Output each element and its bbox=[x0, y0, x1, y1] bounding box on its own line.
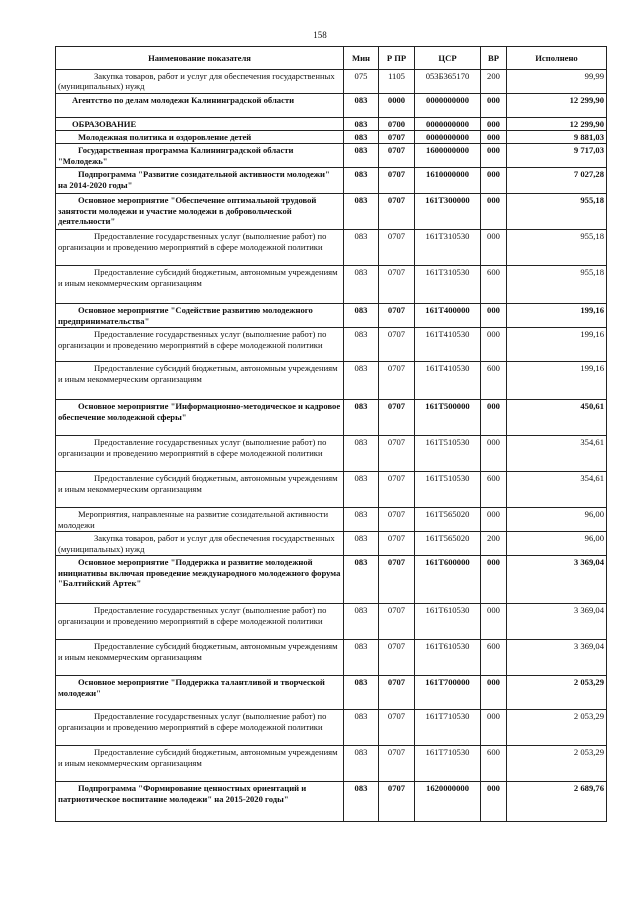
row-name: Предоставление субсидий бюджетным, автономным учреждениям и иным некоммерческим организациям bbox=[56, 266, 344, 304]
row-name: Государственная программа Калининградской области "Молодежь" bbox=[56, 144, 344, 168]
row-rpr: 0707 bbox=[379, 130, 415, 143]
row-vr: 000 bbox=[481, 436, 507, 472]
header-vr: ВР bbox=[481, 47, 507, 70]
row-rpr: 0707 bbox=[379, 676, 415, 710]
table-row bbox=[56, 436, 607, 472]
row-executed: 955,18 bbox=[507, 230, 607, 266]
row-rpr: 0707 bbox=[379, 508, 415, 532]
row-rpr: 0707 bbox=[379, 556, 415, 604]
row-csr: 161Т510530 bbox=[415, 472, 481, 508]
row-csr: 161Т700000 bbox=[415, 676, 481, 710]
row-min: 083 bbox=[344, 508, 379, 532]
table-row bbox=[56, 362, 607, 400]
row-vr: 000 bbox=[481, 93, 507, 117]
row-min: 083 bbox=[344, 640, 379, 676]
row-name: Предоставление государственных услуг (выполнение работ) по организации и проведению мероприятий в сфере молодежной политики bbox=[56, 710, 344, 746]
row-executed: 7 027,28 bbox=[507, 168, 607, 194]
row-executed: 2 053,29 bbox=[507, 710, 607, 746]
row-min: 083 bbox=[344, 194, 379, 230]
row-name: Предоставление государственных услуг (выполнение работ) по организации и проведению мероприятий в сфере молодежной политики bbox=[56, 230, 344, 266]
table-row bbox=[56, 400, 607, 436]
table-row bbox=[56, 93, 607, 117]
row-executed: 3 369,04 bbox=[507, 556, 607, 604]
row-executed: 199,16 bbox=[507, 304, 607, 328]
row-csr: 1610000000 bbox=[415, 168, 481, 194]
row-executed: 199,16 bbox=[507, 328, 607, 362]
row-min: 083 bbox=[344, 362, 379, 400]
row-rpr: 0707 bbox=[379, 640, 415, 676]
row-rpr: 0707 bbox=[379, 436, 415, 472]
row-rpr: 0707 bbox=[379, 194, 415, 230]
table-row bbox=[56, 472, 607, 508]
table-row bbox=[56, 230, 607, 266]
row-vr: 000 bbox=[481, 144, 507, 168]
row-rpr: 0000 bbox=[379, 93, 415, 117]
row-csr: 161Т410530 bbox=[415, 362, 481, 400]
table-row bbox=[56, 640, 607, 676]
row-name: Предоставление субсидий бюджетным, автономным учреждениям и иным некоммерческим организациям bbox=[56, 472, 344, 508]
row-name: Закупка товаров, работ и услуг для обеспечения государственных (муниципальных) нужд bbox=[56, 70, 344, 94]
header-executed: Исполнено bbox=[507, 47, 607, 70]
row-csr: 161Т610530 bbox=[415, 604, 481, 640]
row-min: 083 bbox=[344, 436, 379, 472]
row-rpr: 0707 bbox=[379, 472, 415, 508]
table-row bbox=[56, 130, 607, 143]
row-vr: 000 bbox=[481, 117, 507, 130]
row-csr: 053Б365170 bbox=[415, 70, 481, 94]
header-csr: ЦСР bbox=[415, 47, 481, 70]
row-vr: 000 bbox=[481, 328, 507, 362]
row-name: Основное мероприятие "Информационно-методическое и кадровое обеспечение молодежной сферы" bbox=[56, 400, 344, 436]
table-row bbox=[56, 144, 607, 168]
row-vr: 000 bbox=[481, 556, 507, 604]
row-min: 083 bbox=[344, 230, 379, 266]
row-name: Подпрограмма "Развитие созидательной активности молодежи" на 2014-2020 годы" bbox=[56, 168, 344, 194]
row-vr: 000 bbox=[481, 400, 507, 436]
page-number: 158 bbox=[313, 30, 327, 40]
row-csr: 161Т710530 bbox=[415, 710, 481, 746]
table-row bbox=[56, 304, 607, 328]
row-executed: 9 717,03 bbox=[507, 144, 607, 168]
row-min: 083 bbox=[344, 472, 379, 508]
row-rpr: 0707 bbox=[379, 362, 415, 400]
row-vr: 000 bbox=[481, 710, 507, 746]
row-executed: 99,99 bbox=[507, 70, 607, 94]
table-row bbox=[56, 532, 607, 556]
row-rpr: 0707 bbox=[379, 782, 415, 822]
row-executed: 3 369,04 bbox=[507, 640, 607, 676]
row-rpr: 0707 bbox=[379, 304, 415, 328]
row-vr: 600 bbox=[481, 746, 507, 782]
row-rpr: 0707 bbox=[379, 144, 415, 168]
table-header-row bbox=[56, 47, 607, 70]
table-row bbox=[56, 168, 607, 194]
row-rpr: 0707 bbox=[379, 532, 415, 556]
row-rpr: 0707 bbox=[379, 746, 415, 782]
row-executed: 2 689,76 bbox=[507, 782, 607, 822]
row-vr: 000 bbox=[481, 782, 507, 822]
row-vr: 000 bbox=[481, 130, 507, 143]
row-csr: 0000000000 bbox=[415, 93, 481, 117]
row-csr: 161Т400000 bbox=[415, 304, 481, 328]
row-min: 083 bbox=[344, 266, 379, 304]
row-rpr: 1105 bbox=[379, 70, 415, 94]
table-row bbox=[56, 117, 607, 130]
row-executed: 2 053,29 bbox=[507, 676, 607, 710]
row-min: 083 bbox=[344, 400, 379, 436]
row-vr: 600 bbox=[481, 472, 507, 508]
row-executed: 955,18 bbox=[507, 266, 607, 304]
row-rpr: 0707 bbox=[379, 604, 415, 640]
row-name: Основное мероприятие "Обеспечение оптимальной трудовой занятости молодежи и участие молодежи в добровольческой деятельности" bbox=[56, 194, 344, 230]
row-name: Закупка товаров, работ и услуг для обеспечения государственных (муниципальных) нужд bbox=[56, 532, 344, 556]
row-csr: 1600000000 bbox=[415, 144, 481, 168]
row-vr: 600 bbox=[481, 640, 507, 676]
row-csr: 161Т565020 bbox=[415, 532, 481, 556]
row-vr: 000 bbox=[481, 230, 507, 266]
row-name: Предоставление субсидий бюджетным, автономным учреждениям и иным некоммерческим организациям bbox=[56, 746, 344, 782]
row-name: ОБРАЗОВАНИЕ bbox=[56, 117, 344, 130]
row-name: Основное мероприятие "Поддержка талантливой и творческой молодежи" bbox=[56, 676, 344, 710]
row-rpr: 0707 bbox=[379, 266, 415, 304]
row-min: 083 bbox=[344, 532, 379, 556]
row-name: Молодежная политика и оздоровление детей bbox=[56, 130, 344, 143]
row-csr: 161Т600000 bbox=[415, 556, 481, 604]
row-vr: 000 bbox=[481, 676, 507, 710]
row-vr: 000 bbox=[481, 304, 507, 328]
table-row bbox=[56, 328, 607, 362]
row-name: Предоставление государственных услуг (выполнение работ) по организации и проведению мероприятий в сфере молодежной политики bbox=[56, 604, 344, 640]
row-name: Предоставление государственных услуг (выполнение работ) по организации и проведению мероприятий в сфере молодежной политики bbox=[56, 436, 344, 472]
row-vr: 600 bbox=[481, 362, 507, 400]
budget-execution-table bbox=[55, 46, 607, 822]
row-min: 083 bbox=[344, 328, 379, 362]
row-name: Агентство по делам молодежи Калининградской области bbox=[56, 93, 344, 117]
row-rpr: 0700 bbox=[379, 117, 415, 130]
row-min: 083 bbox=[344, 304, 379, 328]
table-row bbox=[56, 266, 607, 304]
row-rpr: 0707 bbox=[379, 230, 415, 266]
row-min: 083 bbox=[344, 746, 379, 782]
row-name: Основное мероприятие "Содействие развитию молодежного предпринимательства" bbox=[56, 304, 344, 328]
row-executed: 96,00 bbox=[507, 532, 607, 556]
row-vr: 000 bbox=[481, 194, 507, 230]
row-min: 083 bbox=[344, 93, 379, 117]
row-csr: 161Т310530 bbox=[415, 266, 481, 304]
row-min: 083 bbox=[344, 710, 379, 746]
row-executed: 199,16 bbox=[507, 362, 607, 400]
row-csr: 161Т300000 bbox=[415, 194, 481, 230]
table-row bbox=[56, 710, 607, 746]
row-min: 083 bbox=[344, 556, 379, 604]
row-rpr: 0707 bbox=[379, 400, 415, 436]
row-rpr: 0707 bbox=[379, 328, 415, 362]
row-csr: 0000000000 bbox=[415, 130, 481, 143]
header-rpr: Р ПР bbox=[379, 47, 415, 70]
row-csr: 161Т565020 bbox=[415, 508, 481, 532]
row-vr: 000 bbox=[481, 604, 507, 640]
header-min: Мин bbox=[344, 47, 379, 70]
row-executed: 12 299,90 bbox=[507, 93, 607, 117]
row-min: 083 bbox=[344, 604, 379, 640]
table-row bbox=[56, 194, 607, 230]
row-executed: 354,61 bbox=[507, 436, 607, 472]
row-name: Предоставление субсидий бюджетным, автономным учреждениям и иным некоммерческим организациям bbox=[56, 362, 344, 400]
row-csr: 161Т310530 bbox=[415, 230, 481, 266]
row-min: 083 bbox=[344, 168, 379, 194]
table-row bbox=[56, 782, 607, 822]
row-executed: 96,00 bbox=[507, 508, 607, 532]
row-min: 083 bbox=[344, 117, 379, 130]
row-vr: 000 bbox=[481, 168, 507, 194]
row-min: 083 bbox=[344, 676, 379, 710]
table-body bbox=[56, 70, 607, 822]
row-csr: 161Т500000 bbox=[415, 400, 481, 436]
row-min: 083 bbox=[344, 782, 379, 822]
row-csr: 161Т410530 bbox=[415, 328, 481, 362]
row-executed: 450,61 bbox=[507, 400, 607, 436]
row-vr: 200 bbox=[481, 532, 507, 556]
row-csr: 0000000000 bbox=[415, 117, 481, 130]
row-rpr: 0707 bbox=[379, 168, 415, 194]
row-min: 075 bbox=[344, 70, 379, 94]
table-row bbox=[56, 604, 607, 640]
row-executed: 2 053,29 bbox=[507, 746, 607, 782]
row-executed: 354,61 bbox=[507, 472, 607, 508]
row-executed: 955,18 bbox=[507, 194, 607, 230]
row-csr: 161Т710530 bbox=[415, 746, 481, 782]
row-name: Предоставление государственных услуг (выполнение работ) по организации и проведению мероприятий в сфере молодежной политики bbox=[56, 328, 344, 362]
row-executed: 12 299,90 bbox=[507, 117, 607, 130]
row-name: Основное мероприятие "Поддержка и развитие молодежной инициативы включая проведение международного молодежного форума "Балтийский Артек" bbox=[56, 556, 344, 604]
row-min: 083 bbox=[344, 144, 379, 168]
table-row bbox=[56, 746, 607, 782]
row-rpr: 0707 bbox=[379, 710, 415, 746]
row-vr: 600 bbox=[481, 266, 507, 304]
row-vr: 000 bbox=[481, 508, 507, 532]
row-vr: 200 bbox=[481, 70, 507, 94]
row-name: Предоставление субсидий бюджетным, автономным учреждениям и иным некоммерческим организациям bbox=[56, 640, 344, 676]
row-name: Подпрограмма "Формирование ценностных ориентаций и патриотическое воспитание молодежи" на 2015-2020 годы" bbox=[56, 782, 344, 822]
header-name: Наименование показателя bbox=[56, 47, 344, 70]
row-csr: 161Т510530 bbox=[415, 436, 481, 472]
row-min: 083 bbox=[344, 130, 379, 143]
row-name: Мероприятия, направленные на развитие созидательной активности молодежи bbox=[56, 508, 344, 532]
table-row bbox=[56, 676, 607, 710]
table-row bbox=[56, 70, 607, 94]
row-csr: 1620000000 bbox=[415, 782, 481, 822]
row-executed: 9 881,03 bbox=[507, 130, 607, 143]
row-csr: 161Т610530 bbox=[415, 640, 481, 676]
table-row bbox=[56, 508, 607, 532]
row-executed: 3 369,04 bbox=[507, 604, 607, 640]
table-row bbox=[56, 556, 607, 604]
